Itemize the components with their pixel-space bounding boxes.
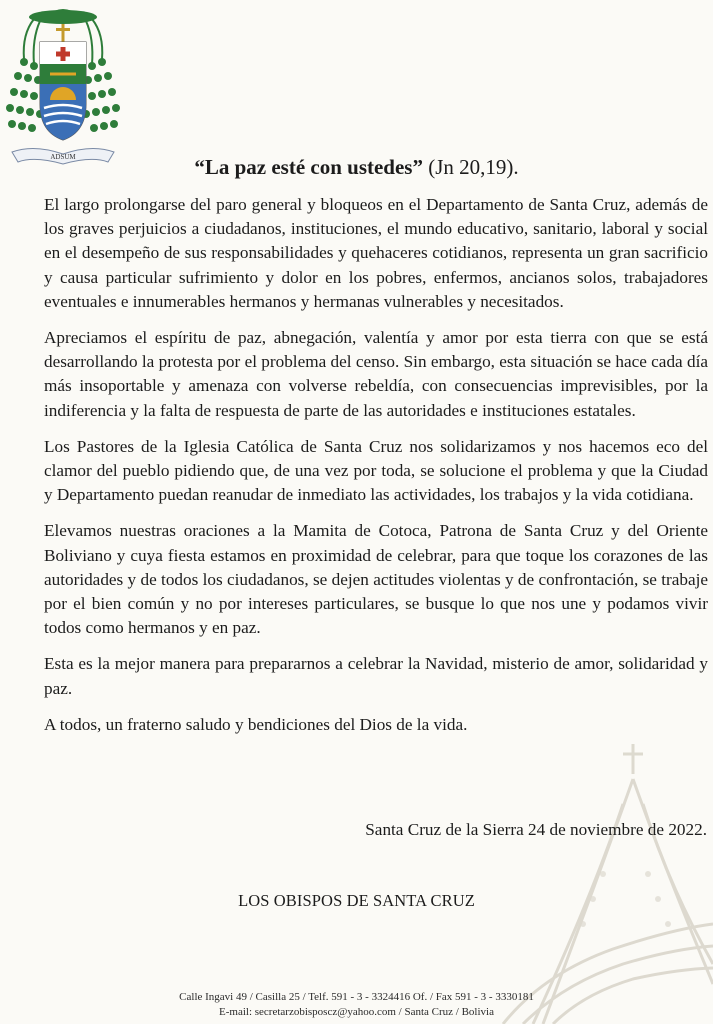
signature: LOS OBISPOS DE SANTA CRUZ [238,891,475,910]
cathedral-watermark-icon [483,724,713,1024]
footer-contact: E-mail: secretarzobisposcz@yahoo.com / Santa Cruz / Bolivia [219,1006,494,1018]
date-line: Santa Cruz de la Sierra 24 de noviembre de 2022. [365,820,707,839]
paragraph: El largo prolongarse del paro general y bloqueos en el Departamento de Santa Cruz, además de los graves perjuicios a ciudadanos, instituciones, el mundo educativo, sanitario, laboral y social en el desempeño de sus responsabilidades y quehaceres cotidianos, representa un gran sacrificio y causa particular sufrimiento y dolor en los pobres, enfermos, ancianos solos, trabajadores eventuales e innumerables hermanos y hermanas vulnerables y necesitados. [44,195,708,311]
paragraph: Apreciamos el espíritu de paz, abnegación, valentía y amor por esta tierra con que se está desarrollando la protesta por el problema del censo. Sin embargo, esta situación se hace cada día más insoportable y amenaza con volverse rebeldía, con consecuencias imprevisibles, por la indiferencia y la falta de respuesta de parte de las autoridades e instituciones estatales. [44,328,708,420]
paragraph: Elevamos nuestras oraciones a la Mamita de Cotoca, Patrona de Santa Cruz y del Oriente Boliviano y cuya fiesta estamos en proximidad de celebrar, para que toque los corazones de las autoridades y de todos los ciudadanos, se dejen actitudes violentas y de confrontación, se trabaje por el bien común y no por intereses particulares, se busque lo que nos une y podamos vivir todos como hermanos y en paz. [44,521,708,638]
title-quote: “La paz esté con ustedes” [194,155,423,179]
paragraph: Esta es la mejor manera para prepararnos a celebrar la Navidad, misterio de amor, solidaridad y paz. [44,654,708,698]
footer [0,990,713,1020]
episcopal-coat-of-arms-icon [4,4,122,168]
cathedral-watermark [483,724,713,1024]
letter-title [0,154,713,180]
footer-address: Calle Ingavi 49 / Casilla 25 / Telf. 591 - 3 - 3324416 Of. / Fax 591 - 3 - 3330181 [179,991,534,1003]
paragraph: Los Pastores de la Iglesia Católica de Santa Cruz nos solidarizamos y nos hacemos eco del clamor del pueblo pidiendo que, de una vez por toda, se solucione el problema y que la Ciudad y Departamento puedan reanudar de inmediato las actividades, los trabajos y la vida cotidiana. [44,436,708,505]
coat-of-arms [4,4,122,168]
svg-text:ADSUM: ADSUM [50,153,76,161]
letter-body [44,193,708,737]
title-reference: (Jn 20,19). [428,155,519,179]
paragraph: A todos, un fraterno saludo y bendiciones del Dios de la vida. [44,714,468,734]
